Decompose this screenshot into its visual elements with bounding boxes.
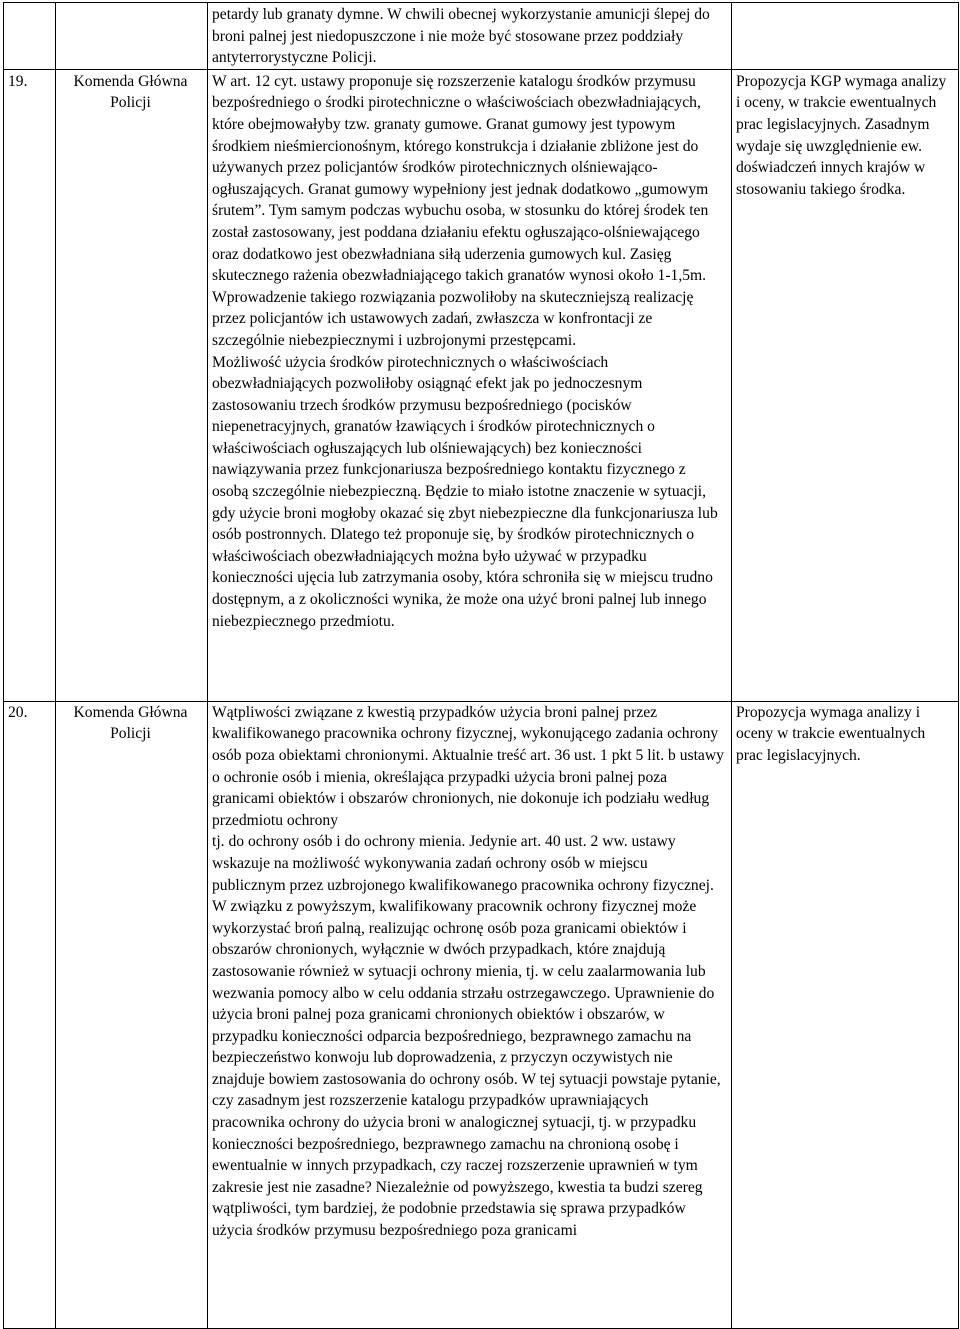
organization-name: Komenda Główna Policji [73, 72, 188, 112]
row-number: 20. [8, 703, 28, 721]
table-row [4, 701, 959, 1328]
remarks-cell [732, 69, 959, 701]
remarks-cell [732, 3, 959, 70]
row-number: 19. [8, 72, 28, 90]
remarks-cell [732, 701, 959, 1328]
paragraph: Możliwość użycia środków pirotechnicznych o właściwościach obezwładniających pozwoliłoby osiągnąć efekt jak po jednoczesnym zastosowaniu trzech środków przymusu bezpośredniego (pocisków niepenetracyjnych, granatów łzawiących i środków pirotechnicznych o właściwościach ogłuszających lub olśniewających) bez konieczności nawiązywania przez funkcjonariusza bezpośredniego kontaktu fizycznego z osobą szczególnie niebezpieczną. Będzie to miało istotne znaczenie w sytuacji, gdy użycie broni mogłoby okazać się zbyt niebezpieczne dla funkcjonariusza lub osób postronnych. Dlatego też proponuje się, by środków pirotechnicznych o właściwościach obezwładniających można było używać w przypadku konieczności ujęcia lub zatrzymania osoby, która schroniła się w miejscu trudno dostępnym, a z okoliczności wynika, że może ona użyć broni palnej lub innego niebezpiecznego przedmiotu. [212, 353, 718, 630]
remarks-text: Propozycja KGP wymaga analizy i oceny, w trakcie ewentualnych prac legislacyjnych. Zasadnym wydaje się uwzględnienie ew. doświadczeń innych krajów w stosowaniu takiego środka. [736, 72, 947, 198]
number-cell [4, 69, 56, 701]
paragraph: Wątpliwości związane z kwestią przypadków użycia broni palnej przez kwalifikowanego pracownika ochrony fizycznej, wykonującego zadania ochrony osób poza obiektami chronionymi. Aktualnie treść art. 36 ust. 1 pkt 5 lit. b ustawy o ochronie osób i mienia, określająca przypadki użycia broni palnej poza granicami obiektów i obszarów chronionych, nie dokonuje ich podziału według przedmiotu ochrony [212, 703, 724, 829]
content-cell [208, 69, 732, 701]
table-row-continuation [4, 3, 959, 70]
paragraph: petardy lub granaty dymne. W chwili obecnej wykorzystanie amunicji ślepej do broni palnej jest niedopuszczone i nie może być stosowane przez poddziały antyterrorystyczne Policji. [212, 6, 710, 67]
comments-table [3, 2, 959, 1329]
organization-cell [56, 701, 208, 1328]
organization-name: Komenda Główna Policji [73, 703, 188, 743]
paragraph: W art. 12 cyt. ustawy proponuje się rozszerzenie katalogu środków przymusu bezpośredniego o środki pirotechniczne o właściwościach obezwładniających, które obejmowałyby tzw. granaty gumowe. Granat gumowy jest typowym środkiem nieśmiercionośnym, którego konstrukcja i działanie zbliżone jest do używanych przez policjantów środków pirotechnicznych olśniewająco-ogłuszających. Granat gumowy wypełniony jest jednak dodatkowo „gumowym śrutem”. Tym samym podczas wybuchu osoba, w stosunku do której środek ten został zastosowany, jest poddana działaniu efektu ogłuszająco-olśniewającego oraz dodatkowo jest obezwładniana siłą uderzenia gumowych kul. Zasięg skutecznego rażenia obezwładniającego takich granatów wynosi około 1-1,5m. Wprowadzenie takiego rozwiązania pozwoliłoby na skuteczniejszą realizację przez policjantów ich ustawowych zadań, zwłaszcza w konfrontacji ze szczególnie niebezpiecznymi i uzbrojonymi przestępcami. [212, 72, 709, 349]
remarks-text: Propozycja wymaga analizy i oceny w trakcie ewentualnych prac legislacyjnych. [736, 703, 926, 764]
number-cell [4, 701, 56, 1328]
content-cell [208, 3, 732, 70]
number-cell [4, 3, 56, 70]
organization-cell [56, 3, 208, 70]
organization-cell [56, 69, 208, 701]
table-row [4, 69, 959, 701]
paragraph: tj. do ochrony osób i do ochrony mienia. Jedynie art. 40 ust. 2 ww. ustawy wskazuje na możliwość wykonywania zadań ochrony osób w miejscu publicznym przez uzbrojonego kwalifikowanego pracownika ochrony fizycznej. W związku z powyższym, kwalifikowany pracownik ochrony fizycznej może wykorzystać broń palną, realizując ochronę osób poza granicami obiektów i obszarów chronionych, wyłącznie w dwóch przypadkach, które znajdują zastosowanie również w sytuacji ochrony mienia, tj. w celu zaalarmowania lub wezwania pomocy albo w celu oddania strzału ostrzegawczego. Uprawnienie do użycia broni palnej poza granicami chronionych obiektów i obszarów, w przypadku konieczności odparcia bezpośredniego, bezprawnego zamachu na bezpieczeństwo konwoju lub doprowadzenia, z przyczyn oczywistych nie znajduje bowiem zastosowania do ochrony osób. W tej sytuacji powstaje pytanie, czy zasadnym jest rozszerzenie katalogu przypadków uprawniających pracownika ochrony do użycia broni w analogicznej sytuacji, tj. w przypadku konieczności bezpośredniego, bezprawnego zamachu na chronioną osobę i ewentualnie w innych przypadkach, czy raczej rozszerzenie uprawnień w tym zakresie jest nie zasadne? Niezależnie od powyższego, kwestia ta budzi szereg wątpliwości, tym bardziej, że podobnie przedstawia się sprawa przypadków użycia środków przymusu bezpośredniego poza granicami [212, 833, 721, 1240]
content-cell [208, 701, 732, 1328]
